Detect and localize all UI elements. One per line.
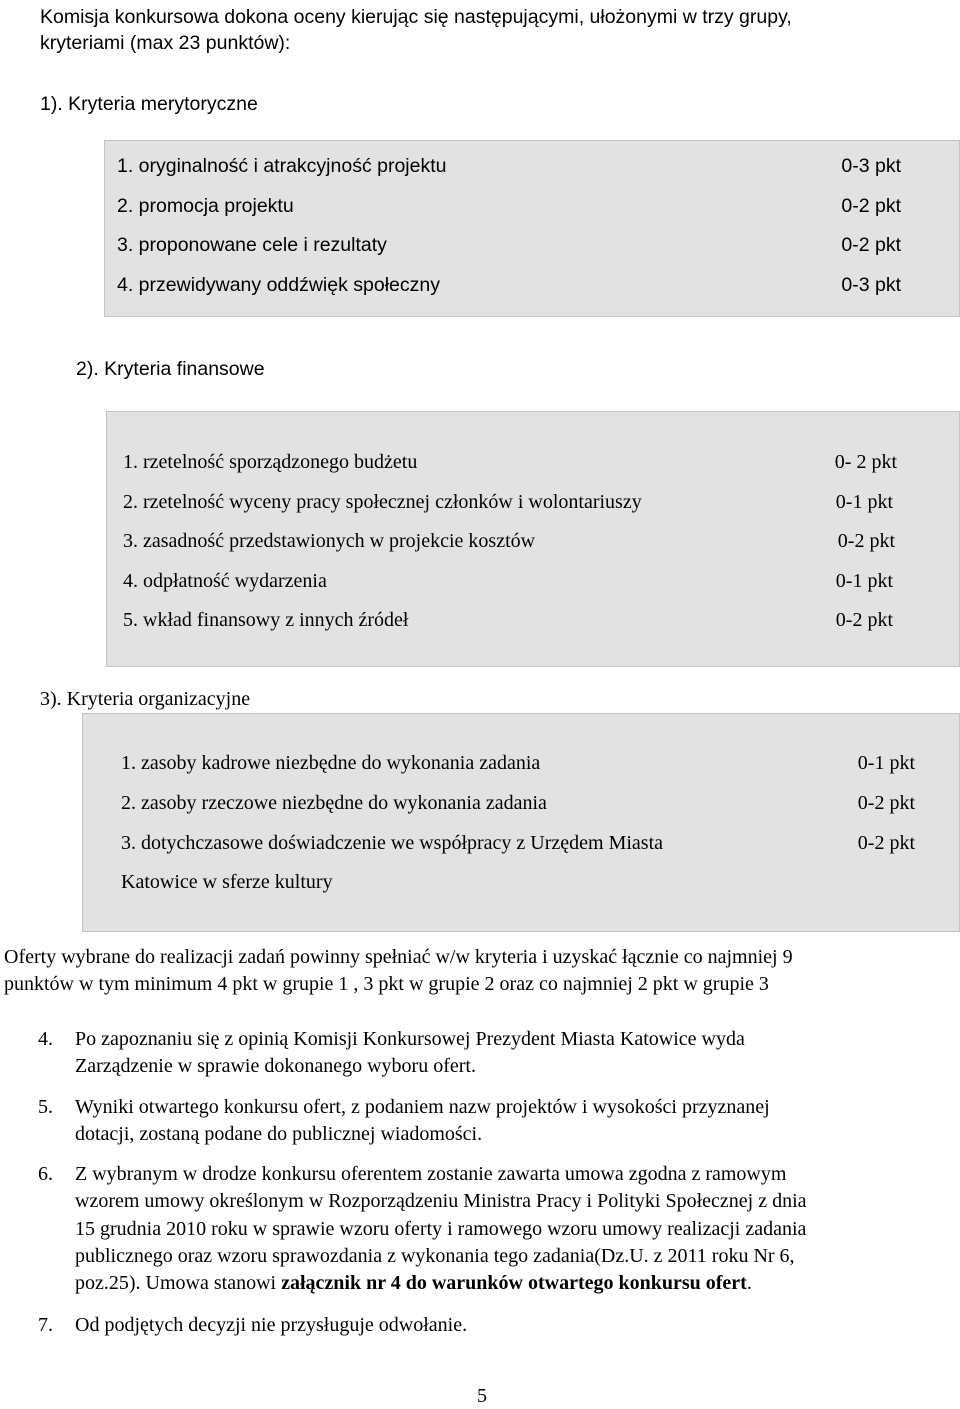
- summary-line-2: punktów w tym minimum 4 pkt w grupie 1 , 3 pkt w grupie 2 oraz co najmniej 2 pkt w grupie 3: [4, 973, 769, 995]
- point-6-number: 6.: [38, 1163, 53, 1185]
- group3-item-3-continuation: Katowice w sferze kultury: [121, 871, 333, 893]
- group2-item-3-points: 0-2 pkt: [837, 530, 895, 552]
- group1-item-2-label: 2. promocja projektu: [117, 195, 294, 217]
- attachment-reference: załącznik nr 4 do warunków otwartego konkursu ofert: [281, 1272, 747, 1294]
- group1-item-1-points: 0-3 pkt: [841, 155, 901, 177]
- group3-item-2-label: 2. zasoby rzeczowe niezbędne do wykonania zadania: [121, 792, 547, 814]
- group1-item-1-label: 1. oryginalność i atrakcyjność projektu: [117, 155, 447, 177]
- group1-item-4-label: 4. przewidywany oddźwięk społeczny: [117, 274, 440, 296]
- page-number: 5: [477, 1385, 487, 1407]
- group1-box: [104, 140, 960, 317]
- intro-line-1: Komisja konkursowa dokona oceny kierując się następującymi, ułożonymi w trzy grupy,: [40, 6, 792, 28]
- point-6-line-3: 15 grudnia 2010 roku w sprawie wzoru oferty i ramowego wzoru umowy realizacji zadania: [75, 1218, 807, 1240]
- group3-box: [82, 713, 960, 932]
- group3-item-1-label: 1. zasoby kadrowe niezbędne do wykonania zadania: [121, 752, 541, 774]
- group2-heading: 2). Kryteria finansowe: [76, 358, 265, 380]
- point-5-line-2: dotacji, zostaną podane do publicznej wiadomości.: [75, 1123, 483, 1145]
- point-6-line-4: publicznego oraz wzoru sprawozdania z wykonania tego zadania(Dz.U. z 2011 roku Nr 6,: [75, 1245, 795, 1267]
- group2-item-4-points: 0-1 pkt: [835, 570, 893, 592]
- point-7-number: 7.: [38, 1314, 53, 1336]
- group2-item-5-points: 0-2 pkt: [835, 609, 893, 631]
- point-4-line-2: Zarządzenie w sprawie dokonanego wyboru ofert.: [75, 1055, 476, 1077]
- group3-item-3-label: 3. dotychczasowe doświadczenie we współpracy z Urzędem Miasta: [121, 832, 664, 854]
- group2-box: [106, 411, 960, 667]
- group1-item-4-points: 0-3 pkt: [841, 274, 901, 296]
- point-4-line-1: Po zapoznaniu się z opinią Komisji Konkursowej Prezydent Miasta Katowice wyda: [75, 1028, 745, 1050]
- point-7-line-1: Od podjętych decyzji nie przysługuje odwołanie.: [75, 1314, 468, 1336]
- summary-line-1: Oferty wybrane do realizacji zadań powinny spełniać w/w kryteria i uzyskać łącznie co najmniej 9: [4, 946, 793, 968]
- group1-item-3-points: 0-2 pkt: [841, 234, 901, 256]
- point-6-line-5-pre: poz.25). Umowa stanowi: [75, 1272, 282, 1294]
- point-6-line-5: [75, 1272, 752, 1295]
- point-5-line-1: Wyniki otwartego konkursu ofert, z podaniem nazw projektów i wysokości przyznanej: [75, 1096, 770, 1118]
- point-5-number: 5.: [38, 1096, 53, 1118]
- group3-item-1-points: 0-1 pkt: [857, 752, 915, 774]
- group1-heading: 1). Kryteria merytoryczne: [40, 93, 258, 115]
- group2-item-1-points: 0- 2 pkt: [834, 451, 897, 473]
- group2-item-2-points: 0-1 pkt: [835, 491, 893, 513]
- point-6-line-1: Z wybranym w drodze konkursu oferentem zostanie zawarta umowa zgodna z ramowym: [75, 1163, 787, 1185]
- point-6-line-5-post: .: [746, 1272, 752, 1294]
- intro-line-2: kryteriami (max 23 punktów):: [40, 32, 291, 54]
- group1-item-2-points: 0-2 pkt: [841, 195, 901, 217]
- group2-item-2-label: 2. rzetelność wyceny pracy społecznej członków i wolontariuszy: [123, 491, 642, 513]
- group2-item-4-label: 4. odpłatność wydarzenia: [123, 570, 327, 592]
- group1-item-3-label: 3. proponowane cele i rezultaty: [117, 234, 387, 256]
- group3-item-2-points: 0-2 pkt: [857, 792, 915, 814]
- group3-item-3-points: 0-2 pkt: [857, 832, 915, 854]
- group2-item-5-label: 5. wkład finansowy z innych źródeł: [123, 609, 409, 631]
- point-4-number: 4.: [38, 1028, 53, 1050]
- group3-heading: 3). Kryteria organizacyjne: [40, 688, 251, 710]
- point-6-line-2: wzorem umowy określonym w Rozporządzeniu Ministra Pracy i Polityki Społecznej z dnia: [75, 1190, 807, 1212]
- group2-item-1-label: 1. rzetelność sporządzonego budżetu: [123, 451, 418, 473]
- group2-item-3-label: 3. zasadność przedstawionych w projekcie kosztów: [123, 530, 536, 552]
